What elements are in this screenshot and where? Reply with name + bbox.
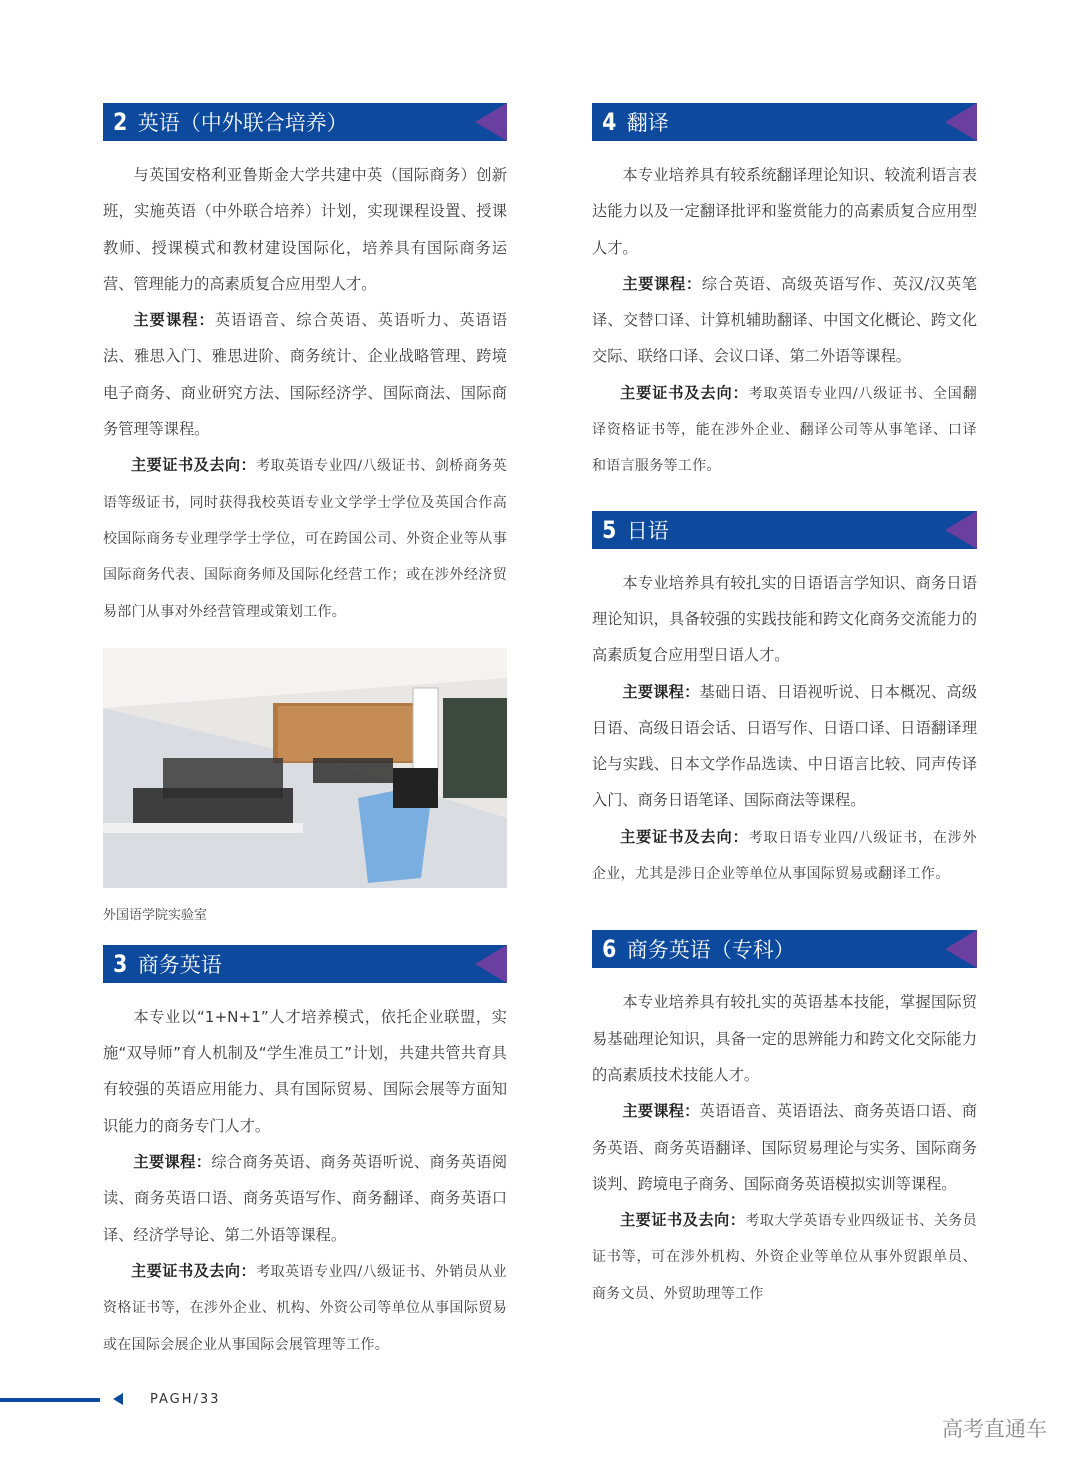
section-intro: 本专业培养具有较系统翻译理论知识、较流利语言表达能力以及一定翻译批评和鉴赏能力的高素质复合应用型人才。 — [592, 166, 977, 257]
section-cert — [592, 819, 977, 893]
footer-rule — [0, 1398, 100, 1402]
header-triangle-icon — [945, 511, 977, 549]
page-number: PAGH/33 — [150, 1392, 221, 1407]
left-column — [103, 103, 507, 1363]
section-intro: 本专业以“1+N+1”人才培养模式，依托企业联盟，实施“双导师”育人机制及“学生准员工”计划，共建共管共育具有较强的英语应用能力、具有国际贸易、国际会展等方面知识能力的商务专门人才。 — [103, 1007, 507, 1135]
courses-lead: 主要课程： — [133, 1153, 212, 1172]
section-cert — [103, 447, 507, 629]
courses-text: 英语语音、综合英语、英语听力、英语语法、雅思入门、雅思进阶、商务统计、企业战略管理、跨境电子商务、商业研究方法、国际经济学、国际商法、国际商务管理等课程。 — [103, 311, 508, 439]
cert-lead: 主要证书及去向： — [620, 383, 749, 402]
section-courses — [592, 674, 977, 819]
header-triangle-icon — [475, 945, 507, 983]
section-cert — [592, 1202, 977, 1312]
cert-lead: 主要证书及去向： — [620, 827, 749, 846]
section-number: 6 — [602, 935, 616, 964]
watermark-text: 高考直通车 — [942, 1417, 1047, 1441]
section-header-5 — [592, 511, 977, 549]
section-number: 5 — [602, 515, 616, 544]
courses-text: 综合英语、高级英语写作、英汉/汉英笔译、交替口译、计算机辅助翻译、中国文化概论、跨文化交际、联络口译、会议口译、第二外语等课程。 — [592, 274, 978, 366]
cert-lead: 主要证书及去向： — [131, 456, 257, 475]
courses-lead: 主要课程： — [622, 682, 700, 701]
section-header-6 — [592, 930, 977, 968]
section-number: 3 — [113, 949, 127, 978]
courses-text: 英语语音、英语语法、商务英语口语、商务英语、商务英语翻译、国际贸易理论与实务、国际商务谈判、跨境电子商务、国际商务英语模拟实训等课程。 — [592, 1102, 978, 1193]
section-number: 4 — [602, 108, 616, 136]
cert-text: 考取英语专业四/八级证书、外销员从业资格证书等，在涉外企业、机构、外资公司等单位从事国际贸易或在国际会展企业从事国际会展管理等工作。 — [103, 1263, 507, 1353]
courses-lead: 主要课程： — [622, 1102, 700, 1121]
header-triangle-icon — [945, 930, 977, 968]
courses-text: 基础日语、日语视听说、日本概况、高级日语、高级日语会话、日语写作、日语口译、日语翻译理论与实践、日本文学作品选读、中日语言比较、同声传译入门、商务日语笔译、国际商法等课程。 — [592, 682, 978, 810]
courses-lead: 主要课程： — [622, 274, 702, 293]
section-header-3 — [103, 945, 507, 983]
section-courses — [592, 266, 977, 375]
courses-text: 综合商务英语、商务英语听说、商务英语阅读、商务英语口语、商务英语写作、商务翻译、商务英语口译、经济学导论、第二外语等课程。 — [103, 1153, 508, 1244]
section-cert — [103, 1253, 507, 1363]
section-courses — [103, 1144, 507, 1253]
photo-caption: 外国语学院实验室 — [103, 907, 208, 923]
lab-photo — [103, 648, 507, 888]
section-header-4 — [592, 103, 977, 141]
section-title: 日语 — [626, 518, 669, 543]
section-cert — [592, 375, 977, 485]
header-triangle-icon — [945, 103, 977, 141]
section-title: 翻译 — [626, 111, 669, 135]
section-intro: 本专业培养具有较扎实的英语基本技能，掌握国际贸易基础理论知识，具备一定的思辨能力和跨文化交际能力的高素质技术技能人才。 — [592, 993, 977, 1084]
lab-photo-image — [103, 648, 507, 888]
section-title: 英语（中外联合培养） — [137, 111, 348, 135]
right-column — [592, 103, 977, 1312]
section-title: 商务英语（专科） — [626, 938, 795, 963]
footer-arrow-icon — [113, 1393, 123, 1405]
section-number: 2 — [113, 108, 127, 136]
section-courses — [103, 302, 507, 447]
cert-text: 考取日语专业四/八级证书，在涉外企业，尤其是涉日企业等单位从事国际贸易或翻译工作。 — [592, 829, 977, 883]
cert-text: 考取大学英语专业四级证书、关务员证书等，可在涉外机构、外资企业等单位从事外贸跟单员、商务文员、外贸助理等工作 — [592, 1213, 977, 1302]
courses-lead: 主要课程： — [133, 311, 215, 330]
section-intro: 与英国安格利亚鲁斯金大学共建中英（国际商务）创新班，实施英语（中外联合培养）计划，实现课程设置、授课教师、授课模式和教材建设国际化，培养具有国际商务运营、管理能力的高素质复合应用型人才。 — [103, 166, 507, 293]
section-header-2 — [103, 103, 507, 141]
section-courses — [592, 1093, 977, 1202]
cert-lead: 主要证书及去向： — [131, 1261, 257, 1280]
cert-lead: 主要证书及去向： — [620, 1211, 746, 1230]
cert-text: 考取英语专业四/八级证书、全国翻译资格证书等，能在涉外企业、翻译公司等从事笔译、口译和语言服务等工作。 — [592, 385, 977, 475]
section-intro: 本专业培养具有较扎实的日语语言学知识、商务日语理论知识，具备较强的实践技能和跨文化商务交流能力的高素质复合应用型日语人才。 — [592, 573, 977, 665]
cert-text: 考取英语专业四/八级证书、剑桥商务英语等级证书，同时获得我校英语专业文学学士学位及英国合作高校国际商务专业理学学士学位，可在跨国公司、外资企业等从事国际商务代表、国际商务师及国际化经营工作；或在涉外经济贸易部门从事对外经营管理或策划工作。 — [103, 458, 507, 620]
header-triangle-icon — [475, 103, 507, 141]
section-title: 商务英语 — [137, 952, 222, 977]
